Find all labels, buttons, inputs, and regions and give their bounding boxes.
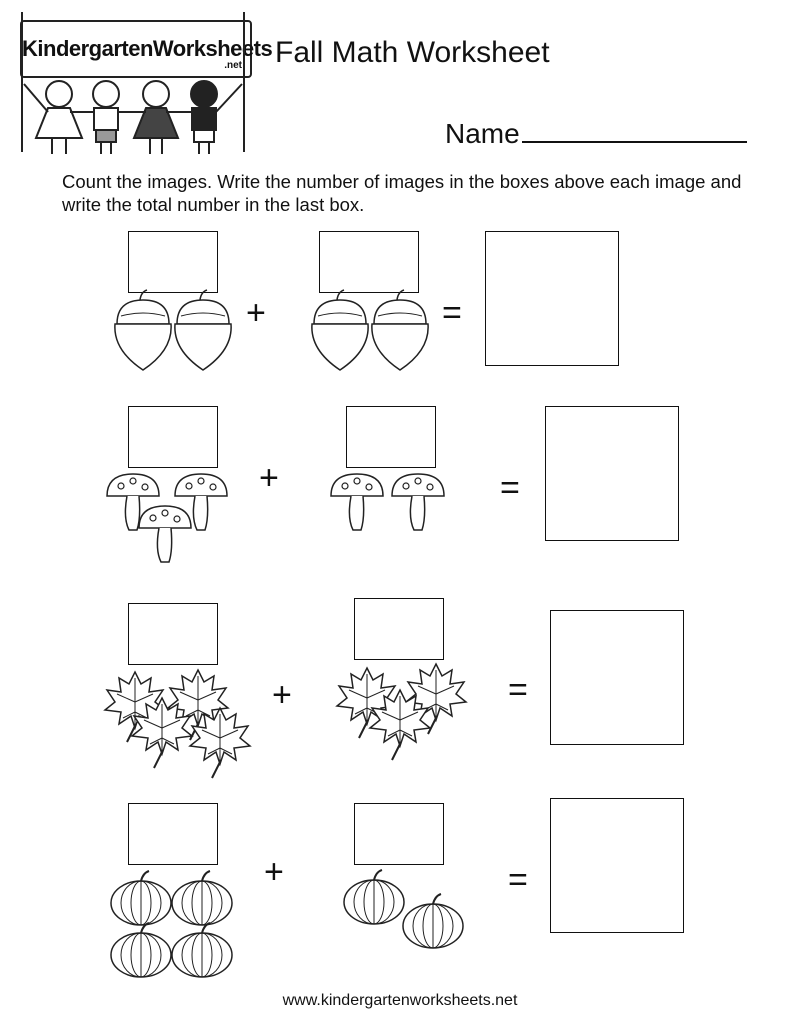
answer-box-right[interactable] [354, 598, 444, 660]
pumpkin-icon [403, 894, 463, 948]
answer-box-left[interactable] [128, 406, 218, 468]
answer-box-left[interactable] [128, 603, 218, 665]
maple-leaf-icon [190, 708, 250, 778]
pumpkin-icon [172, 871, 232, 925]
maple-leaf-icon [370, 690, 430, 760]
mushroom-icon [175, 474, 227, 530]
equals-sign: = [500, 469, 520, 507]
logo-text: KindergartenWorksheets [22, 36, 273, 61]
logo-suffix: .net [224, 60, 242, 71]
pumpkin-icon [172, 923, 232, 977]
instructions: Count the images. Write the number of images in the boxes above each image and write the total number in the last box. [62, 171, 742, 215]
plus-sign: + [259, 459, 279, 497]
maple-leaf-icon [406, 664, 466, 734]
name-blank-line[interactable] [522, 117, 747, 143]
page-title: Fall Math Worksheet [275, 36, 550, 69]
maple-leaf-icon [105, 672, 165, 742]
answer-box-right[interactable] [354, 803, 444, 865]
pumpkin-icon [344, 870, 404, 924]
plus-sign: + [272, 676, 292, 714]
total-box[interactable] [545, 406, 679, 541]
maple-leaf-icon [132, 698, 192, 768]
mushroom-icon [331, 474, 383, 530]
answer-box-right[interactable] [346, 406, 436, 468]
plus-sign: + [246, 294, 266, 332]
pumpkin-icon [111, 871, 171, 925]
site-logo [14, 12, 273, 162]
mushroom-icon [392, 474, 444, 530]
equals-sign: = [508, 861, 528, 899]
kids-holding-hands-icon [14, 12, 273, 162]
pumpkin-icon [111, 923, 171, 977]
total-box[interactable] [550, 798, 684, 933]
answer-box-left[interactable] [128, 803, 218, 865]
equals-sign: = [508, 671, 528, 709]
acorn-icon [115, 290, 171, 370]
name-label: Name [445, 118, 520, 149]
mushroom-icon [139, 506, 191, 562]
equals-sign: = [442, 294, 462, 332]
acorn-icon [372, 290, 428, 370]
maple-leaf-icon [337, 668, 397, 738]
name-field[interactable] [445, 117, 747, 150]
plus-sign: + [264, 853, 284, 891]
total-box[interactable] [485, 231, 619, 366]
maple-leaf-icon [168, 670, 228, 740]
acorn-icon [312, 290, 368, 370]
mushroom-icon [107, 474, 159, 530]
total-box[interactable] [550, 610, 684, 745]
footer-url[interactable]: www.kindergartenworksheets.net [282, 992, 518, 1009]
acorn-icon [175, 290, 231, 370]
answer-box-right[interactable] [319, 231, 419, 293]
answer-box-left[interactable] [128, 231, 218, 293]
